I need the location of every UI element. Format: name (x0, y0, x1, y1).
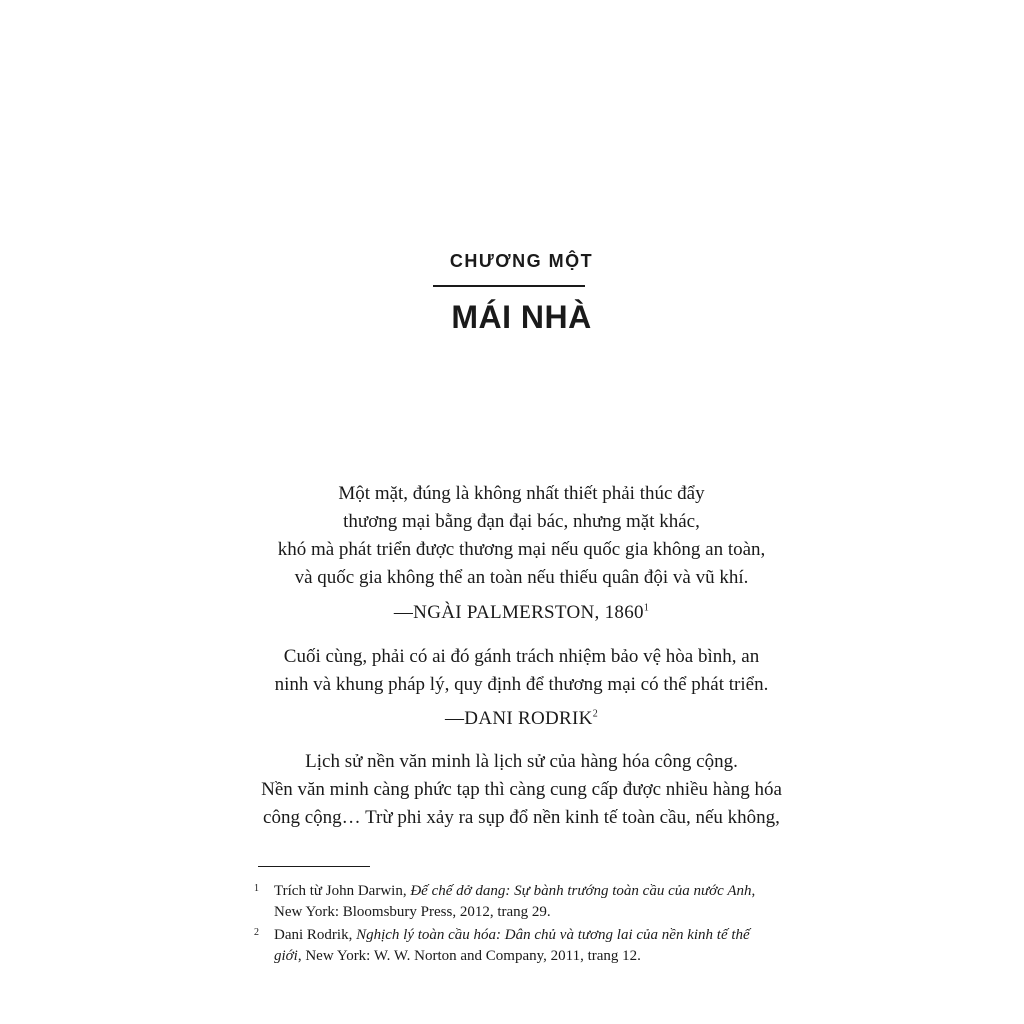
footnote-line (274, 881, 814, 902)
epigraph-attribution (0, 706, 1024, 732)
epigraph-line: ninh và khung pháp lý, quy định để thương mại có thể phát triển. (274, 674, 769, 695)
footnote-text: New York: Bloomsbury Press, 2012, trang 29. (274, 904, 551, 920)
epigraph-line: Cuối cùng, phải có ai đó gánh trách nhiệm bảo vệ hòa bình, an (283, 646, 760, 667)
attribution-text: —DANI RODRIK (445, 708, 593, 729)
footnote-title: giới (274, 948, 298, 964)
epigraph-line: công cộng… Trừ phi xảy ra sụp đổ nền kinh tế toàn cầu, nếu không, (263, 807, 780, 828)
footnote-line (274, 925, 814, 946)
footnote-divider (258, 866, 370, 867)
footnote-text: , New York: W. W. Norton and Company, 2011, trang 12. (297, 948, 641, 964)
chapter-title: MÁI NHÀ (451, 299, 592, 335)
epigraph-line: Một mặt, đúng là không nhất thiết phải thúc đẩy (338, 483, 705, 504)
footnote-line (274, 902, 814, 923)
footnote-text: Dani Rodrik, (274, 927, 357, 943)
footnote-number: 1 (254, 883, 259, 894)
chapter-label: CHƯƠNG MỘT (449, 251, 594, 271)
epigraph-attribution (0, 600, 1024, 626)
epigraph-line: thương mại bằng đạn đại bác, nhưng mặt khác, (343, 511, 700, 532)
footnote-ref: 2 (592, 708, 598, 720)
footnote-title: Nghịch lý toàn cầu hóa: Dân chủ và tương lai của nền kinh tế thế (356, 927, 750, 943)
footnote-text: Trích từ John Darwin, (274, 883, 411, 899)
attribution-text: —NGÀI PALMERSTON, 1860 (393, 602, 644, 623)
epigraph-line: và quốc gia không thể an toàn nếu thiếu quân đội và vũ khí. (294, 567, 749, 588)
footnote-ref: 1 (643, 602, 650, 614)
footnote-text: , (751, 883, 756, 899)
footnote-title: Đế chế dở dang: Sự bành trướng toàn cầu của nước Anh (410, 883, 752, 899)
chapter-divider (433, 285, 585, 287)
footnote-line (274, 946, 814, 967)
epigraph-line: Nền văn minh càng phức tạp thì càng cung cấp được nhiều hàng hóa (261, 779, 782, 800)
epigraph-line: Lịch sử nền văn minh là lịch sử của hàng hóa công cộng. (305, 751, 738, 772)
footnote-number: 2 (254, 927, 259, 938)
epigraph-line: khó mà phát triển được thương mại nếu quốc gia không an toàn, (277, 539, 766, 560)
